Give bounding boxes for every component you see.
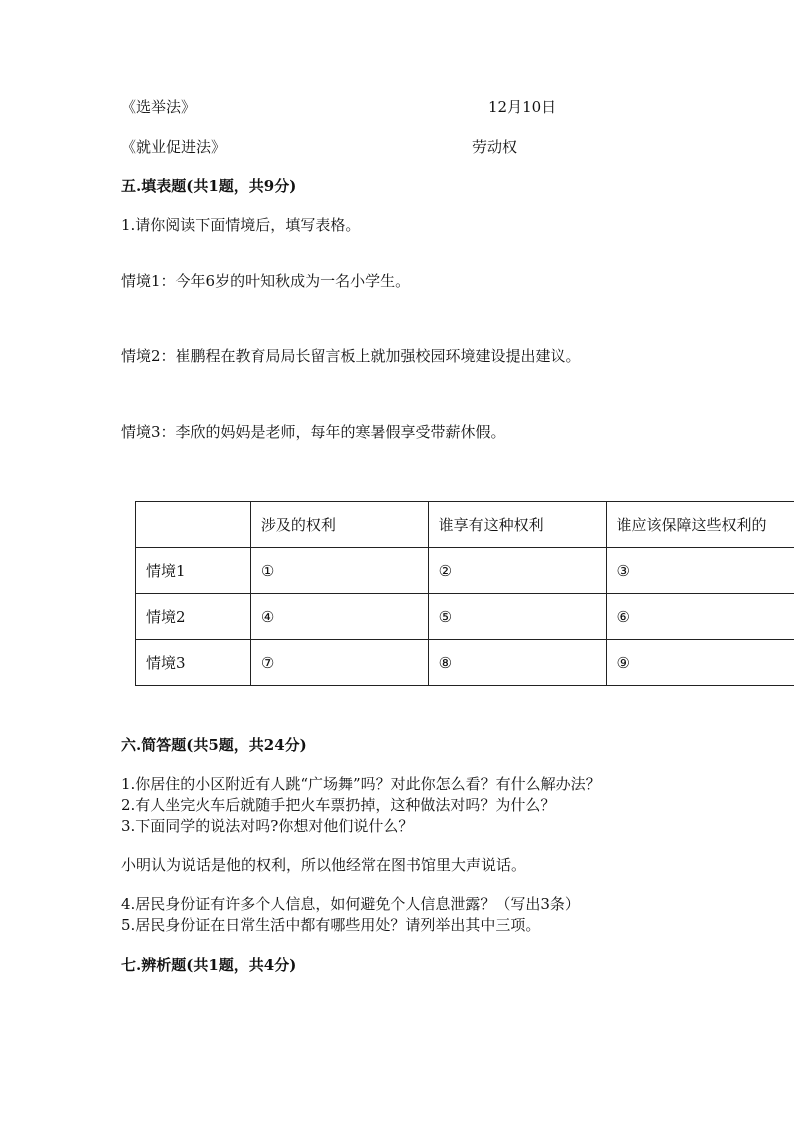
table-cell: ⑨ [606, 640, 794, 686]
section6-question-1: 1.你居住的小区附近有人跳“广场舞”吗？对此你怎么看？有什么解办法？ [121, 775, 601, 793]
table-header-row [136, 502, 794, 548]
table-header-cell: 谁享有这种权利 [428, 502, 606, 548]
table-cell: 情境2 [136, 594, 251, 640]
table-header-cell: 谁应该保障这些权利的 [606, 502, 794, 548]
table-cell: 情境1 [136, 548, 251, 594]
table-cell: ⑤ [428, 594, 606, 640]
section6-statement: 小明认为说话是他的权利，所以他经常在图书馆里大声说话。 [121, 856, 527, 874]
table-cell: ② [428, 548, 606, 594]
scenario-2: 情境2：崔鹏程在教育局局长留言板上就加强校园环境建设提出建议。 [121, 347, 581, 365]
table-cell: 情境3 [136, 640, 251, 686]
table-cell: ④ [250, 594, 428, 640]
table-cell: ① [250, 548, 428, 594]
section6-heading: 六.简答题(共5题，共24分) [121, 736, 307, 754]
section6-question-5: 5.居民身份证在日常生活中都有哪些用处？请列举出其中三项。 [121, 916, 541, 934]
table-cell: ③ [606, 548, 794, 594]
top-row-2-right: 劳动权 [472, 138, 518, 156]
table-cell: ⑧ [428, 640, 606, 686]
section5-question: 1.请你阅读下面情境后，填写表格。 [121, 216, 361, 234]
rights-table [135, 501, 794, 686]
table-row [136, 548, 794, 594]
top-row-2-left: 《就业促进法》 [121, 138, 227, 156]
section7-heading: 七.辨析题(共1题，共4分) [121, 956, 297, 974]
table-row [136, 640, 794, 686]
section6-question-2: 2.有人坐完火车后就随手把火车票扔掉，这种做法对吗？为什么？ [121, 796, 556, 814]
section6-question-3: 3.下面同学的说法对吗?你想对他们说什么？ [121, 817, 414, 835]
scenario-1: 情境1：今年6岁的叶知秋成为一名小学生。 [121, 272, 411, 290]
table-header-cell: 涉及的权利 [250, 502, 428, 548]
table-header-cell [136, 502, 251, 548]
table-cell: ⑦ [250, 640, 428, 686]
table-row [136, 594, 794, 640]
top-row-1-right: 12月10日 [488, 98, 557, 116]
scenario-3: 情境3：李欣的妈妈是老师，每年的寒暑假享受带薪休假。 [121, 423, 506, 441]
section6-question-4: 4.居民身份证有许多个人信息，如何避免个人信息泄露？（写出3条） [121, 895, 580, 913]
table-cell: ⑥ [606, 594, 794, 640]
section5-heading: 五.填表题(共1题，共9分) [121, 177, 297, 195]
top-row-1-left: 《选举法》 [121, 98, 197, 116]
